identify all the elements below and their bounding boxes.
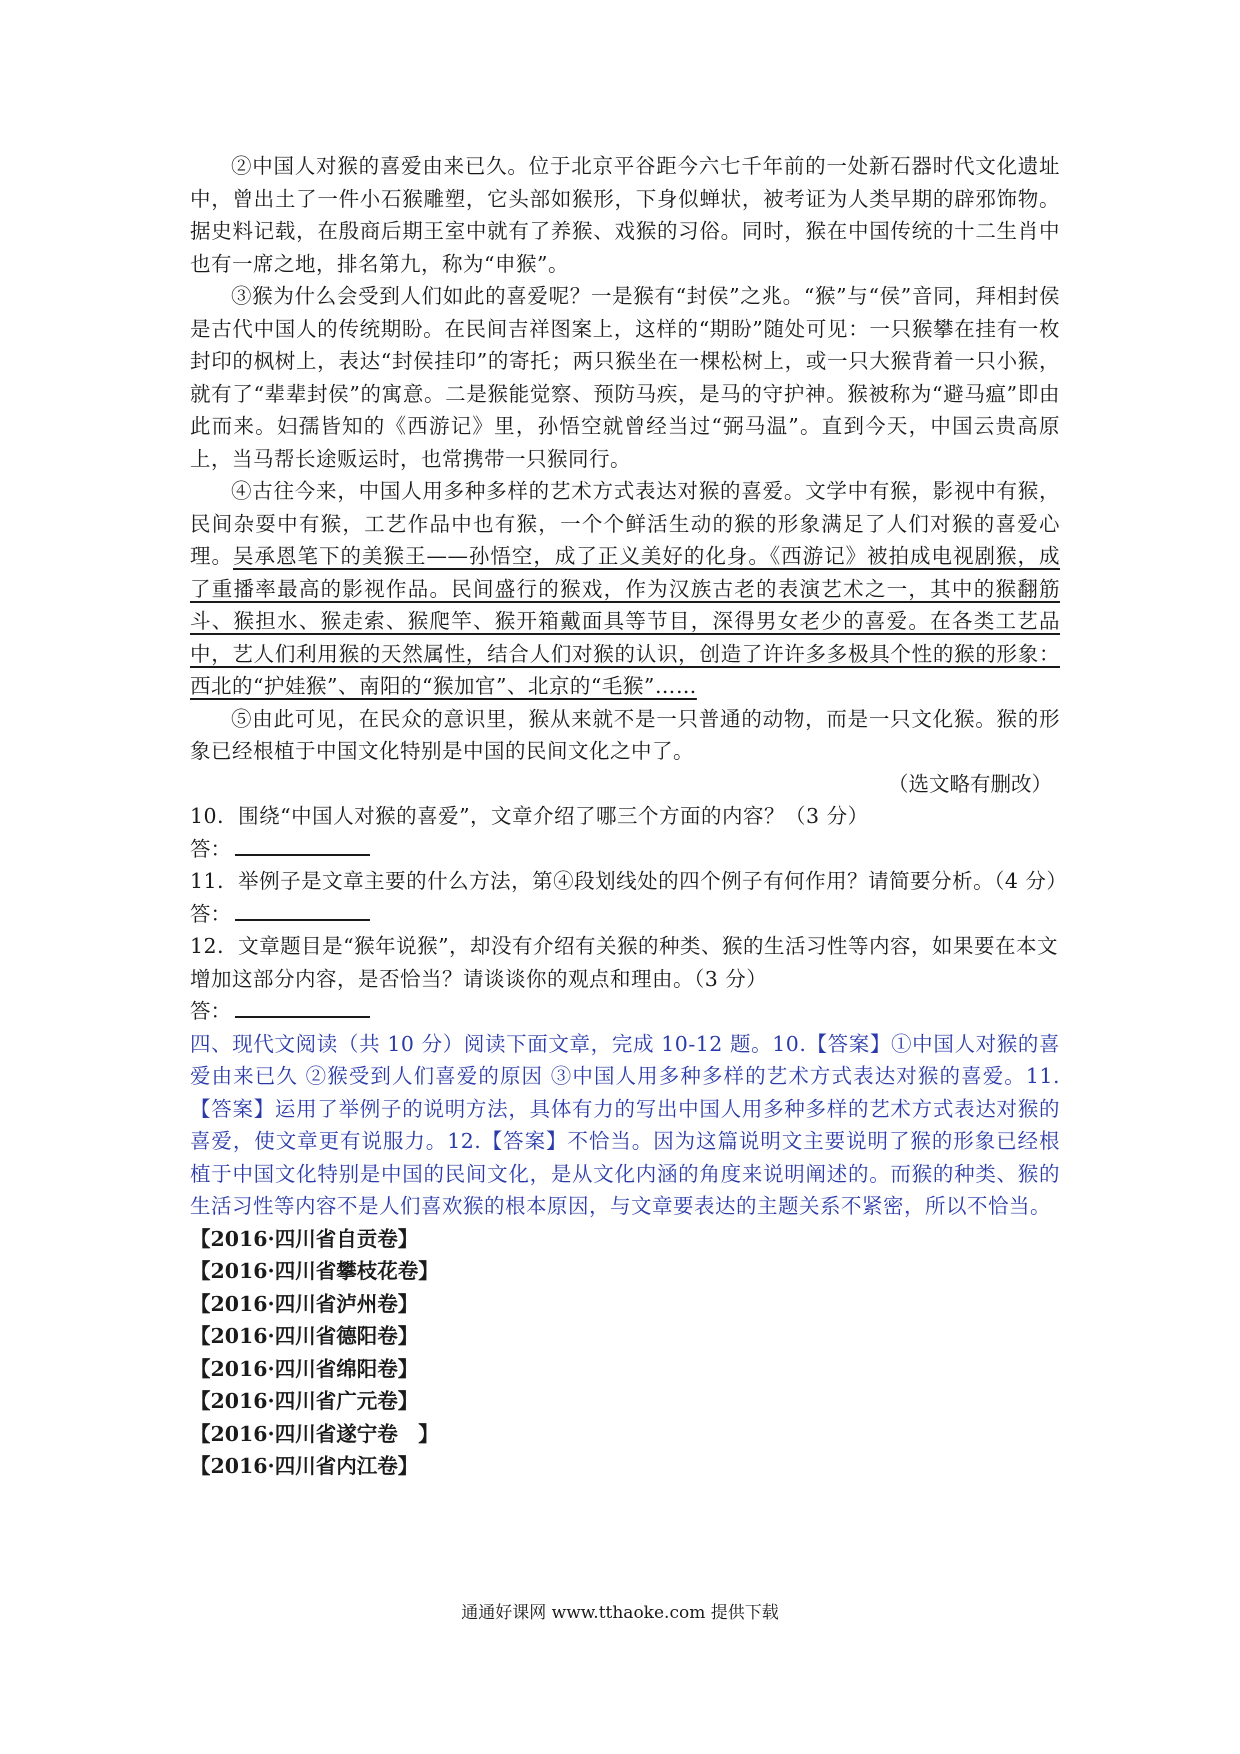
- section-heading: 【2016·四川省广元卷】: [190, 1389, 419, 1413]
- answer-line-11: [190, 898, 1060, 931]
- answer-line-10: [190, 833, 1060, 866]
- answer-blank[interactable]: [235, 996, 370, 1018]
- section-heading: 【2016·四川省绵阳卷】: [190, 1356, 419, 1381]
- paragraph-3: ③猴为什么会受到人们如此的喜爱呢？一是猴有“封侯”之兆。“猴”与“侯”音同，拜相封侯是古代中国人的传统期盼。在民间吉祥图案上，这样的“期盼”随处可见：一只猴攀在挂有一枚封印的枫树上，表达“封侯挂印”的寄托；两只猴坐在一棵松树上，或一只大猴背着一只小猴，就有了“辈辈封侯”的寓意。二是猴能觉察、预防马疾，是马的守护神。猴被称为“避马瘟”即由此而来。妇孺皆知的《西游记》里，孙悟空就曾经当过“弼马温”。直到今天，中国云贵高原上，当马帮长途贩运时，也常携带一只猴同行。: [190, 284, 1060, 471]
- paragraph-4: [190, 475, 1060, 703]
- question-10: 10．围绕“中国人对猴的喜爱”，文章介绍了哪三个方面的内容？（3 分）: [190, 804, 869, 828]
- answer-prefix: 答：: [190, 901, 231, 926]
- section-list: [190, 1223, 1060, 1483]
- answer-key: 四、现代文阅读（共 10 分）阅读下面文章，完成 10-12 题。10.【答案】①中国人对猴的喜爱由来已久 ②猴受到人们喜爱的原因 ③中国人用多种多样的艺术方式表达对猴的喜爱。11.【答案】运用了举例子的说明方法，具体有力的写出中国人用多种多样的艺术方式表达对猴的喜爱，使文章更有说服力。12.【答案】不恰当。因为这篇说明文主要说明了猴的形象已经根植于中国文化特别是中国的民间文化，是从文化内涵的角度来说明阐述的。而猴的种类、猴的生活习性等内容不是人们喜欢猴的根本原因，与文章要表达的主题关系不紧密，所以不恰当。: [190, 1031, 1060, 1218]
- answer-prefix: 答：: [190, 999, 231, 1023]
- section-heading: 【2016·四川省内江卷】: [190, 1454, 419, 1478]
- paragraph-4-underlined: 吴承恩笔下的美猴王——孙悟空，成了正义美好的化身。《西游记》被拍成电视剧猴，成了重播率最高的影视作品。民间盛行的猴戏，作为汉族古老的表演艺术之一，其中的猴翻筋斗、猴担水、猴走索、猴爬竿、猴开箱戴面具等节目，深得男女老少的喜爱。在各类工艺品中，艺人们利用猴的天然属性，结合人们对猴的认识，创造了许许多多极具个性的猴的形象：西北的“护娃猴”、南阳的“猴加官”、北京的“毛猴”……: [190, 544, 1061, 698]
- question-12: 12．文章题目是“猴年说猴”，却没有介绍有关猴的种类、猴的生活习性等内容，如果要在本文增加这部分内容，是否恰当？请谈谈你的观点和理由。（3 分）: [190, 934, 1059, 991]
- answer-blank[interactable]: [235, 899, 370, 921]
- question-11: 11．举例子是文章主要的什么方法，第④段划线处的四个例子有何作用？请简要分析。（4 分）: [190, 869, 1068, 893]
- source-note: （选文略有删改）: [888, 771, 1052, 796]
- document-page: [190, 150, 1068, 1483]
- answer-line-12: [190, 995, 1060, 1028]
- answer-prefix: 答：: [190, 836, 231, 861]
- section-heading: 【2016·四川省自贡卷】: [190, 1226, 419, 1251]
- section-heading: 【2016·四川省攀枝花卷】: [190, 1259, 439, 1283]
- paragraph-4-plain: ④古往今来，中国人用多种多样的艺术方式表达对猴的喜爱。文学中有猴，影视中有猴，民间杂耍中有猴，工艺作品中也有猴，一个个鲜活生动的猴的形象满足了人们对猴的喜爱心理。: [190, 479, 1060, 568]
- section-heading: 【2016·四川省德阳卷】: [190, 1324, 419, 1348]
- page-footer: 通通好课网 www.tthaoke.com 提供下载: [461, 1603, 779, 1623]
- answer-blank[interactable]: [235, 834, 370, 856]
- paragraph-2: ②中国人对猴的喜爱由来已久。位于北京平谷距今六七千年前的一处新石器时代文化遗址中，曾出土了一件小石猴雕塑，它头部如猴形，下身似蝉状，被考证为人类早期的辟邪饰物。据史料记载，在殷商后期王室中就有了养猴、戏猴的习俗。同时，猴在中国传统的十二生肖中也有一席之地，排名第九，称为“申猴”。: [190, 154, 1060, 276]
- paragraph-5: ⑤由此可见，在民众的意识里，猴从来就不是一只普通的动物，而是一只文化猴。猴的形象已经根植于中国文化特别是中国的民间文化之中了。: [190, 706, 1060, 763]
- section-heading: 【2016·四川省遂宁卷 】: [190, 1421, 439, 1446]
- section-heading: 【2016·四川省泸州卷】: [190, 1291, 419, 1316]
